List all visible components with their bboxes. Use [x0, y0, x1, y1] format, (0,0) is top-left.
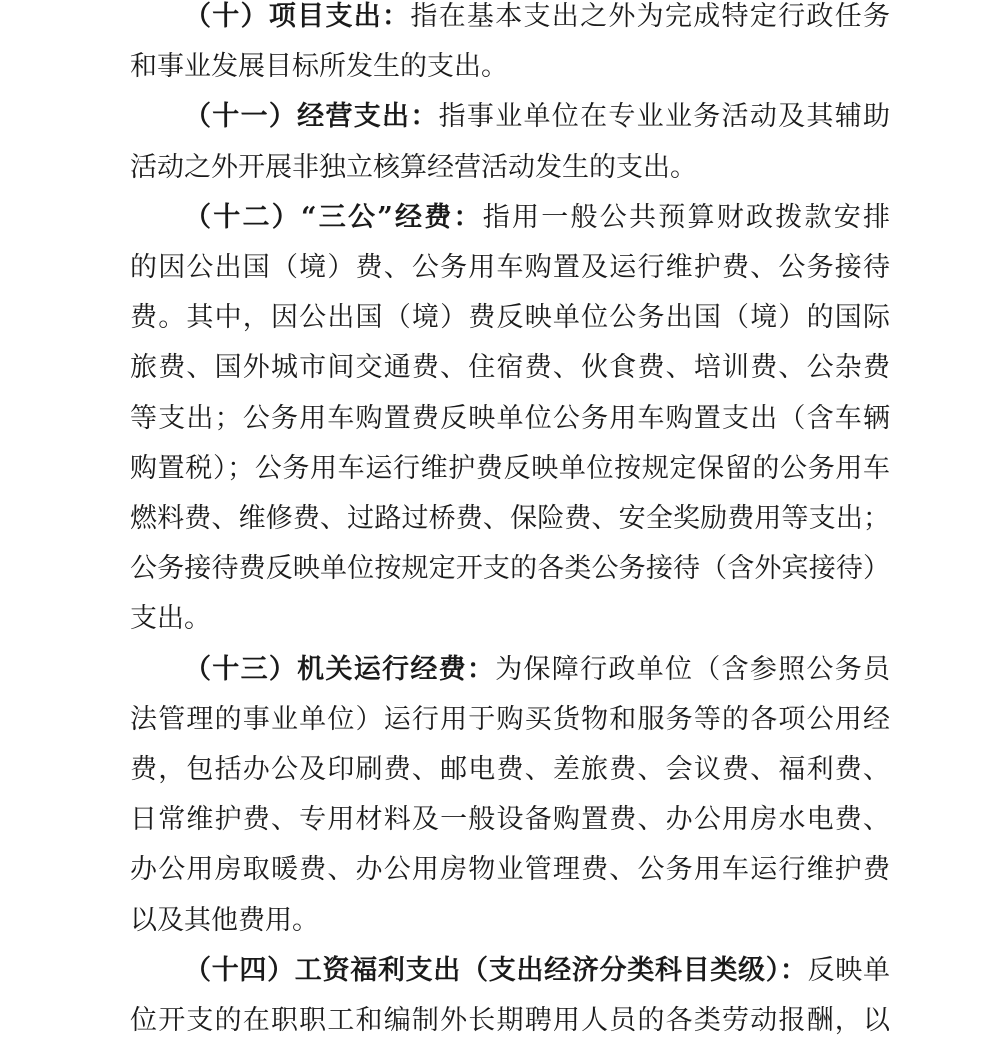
text-line [130, 745, 890, 795]
text-line [130, 946, 890, 996]
body-text: 指事业单位在专业业务活动及其辅助 [438, 101, 890, 133]
text-line [130, 193, 890, 243]
text-line [130, 594, 890, 644]
body-text: 日常维护费、专用材料及一般设备购置费、办公用房水电费、 [130, 804, 890, 836]
body-text: 以及其他费用。 [130, 904, 319, 936]
text-line [130, 293, 890, 343]
body-text: 公务接待费反映单位按规定开支的各类公务接待（含外宾接待） [130, 553, 890, 585]
body-text: 活动之外开展非独立核算经营活动发生的支出。 [130, 151, 697, 183]
item-12-three-public-expenses [130, 193, 890, 645]
text-line [130, 92, 890, 142]
text-line [130, 645, 890, 695]
text-line [130, 42, 890, 92]
body-text: 费，包括办公及印刷费、邮电费、差旅费、会议费、福利费、 [130, 754, 890, 786]
text-line [130, 845, 890, 895]
text-line [130, 544, 890, 594]
text-line [130, 0, 890, 42]
body-text: 办公用房取暖费、办公用房物业管理费、公务用车运行维护费 [130, 854, 890, 886]
text-line [130, 494, 890, 544]
term-heading: （十三）机关运行经费： [184, 653, 496, 685]
text-line [130, 795, 890, 845]
text-line [130, 343, 890, 393]
text-line [130, 444, 890, 494]
body-text: 费。其中，因公出国（境）费反映单位公务出国（境）的国际 [130, 302, 890, 334]
text-line [130, 243, 890, 293]
item-11-operating-expenditure [130, 92, 890, 192]
item-13-agency-operating-funds [130, 645, 890, 946]
body-text: 购置税）；公务用车运行维护费反映单位按规定保留的公务用车 [130, 452, 890, 484]
body-text: 旅费、国外城市间交通费、住宿费、伙食费、培训费、公杂费 [130, 352, 890, 384]
body-text: 的因公出国（境）费、公务用车购置及运行维护费、公务接待 [130, 252, 890, 284]
term-heading: （十一）经营支出： [184, 101, 439, 133]
body-text: 指在基本支出之外为完成特定行政任务 [410, 1, 890, 32]
text-line [130, 996, 890, 1046]
item-14-wage-welfare-expenditure [130, 946, 890, 1046]
body-text: 燃料费、维修费、过路过桥费、保险费、安全奖励费用等支出； [130, 503, 890, 535]
body-text: 法管理的事业单位）运行用于购买货物和服务等的各项公用经 [130, 703, 890, 735]
body-text: 为保障行政单位（含参照公务员 [495, 653, 890, 685]
term-heading: （十）项目支出： [184, 1, 411, 32]
text-line [130, 896, 890, 946]
term-heading: （十四）工资福利支出（支出经济分类科目类级）： [184, 954, 808, 986]
body-text: 指用一般公共预算财政拨款安排 [482, 201, 890, 233]
body-text: 反映单 [807, 954, 890, 986]
text-line [130, 143, 890, 193]
body-text: 位开支的在职职工和编制外长期聘用人员的各类劳动报酬，以 [130, 1005, 890, 1037]
item-10-project-expenditure [130, 0, 890, 92]
body-text: 支出。 [130, 603, 211, 635]
document-body [130, 0, 890, 1046]
body-text: 等支出；公务用车购置费反映单位公务用车购置支出（含车辆 [130, 402, 890, 434]
body-text: 和事业发展目标所发生的支出。 [130, 51, 508, 83]
text-line [130, 695, 890, 745]
text-line [130, 394, 890, 444]
term-heading: （十二）“三公”经费： [184, 201, 483, 233]
